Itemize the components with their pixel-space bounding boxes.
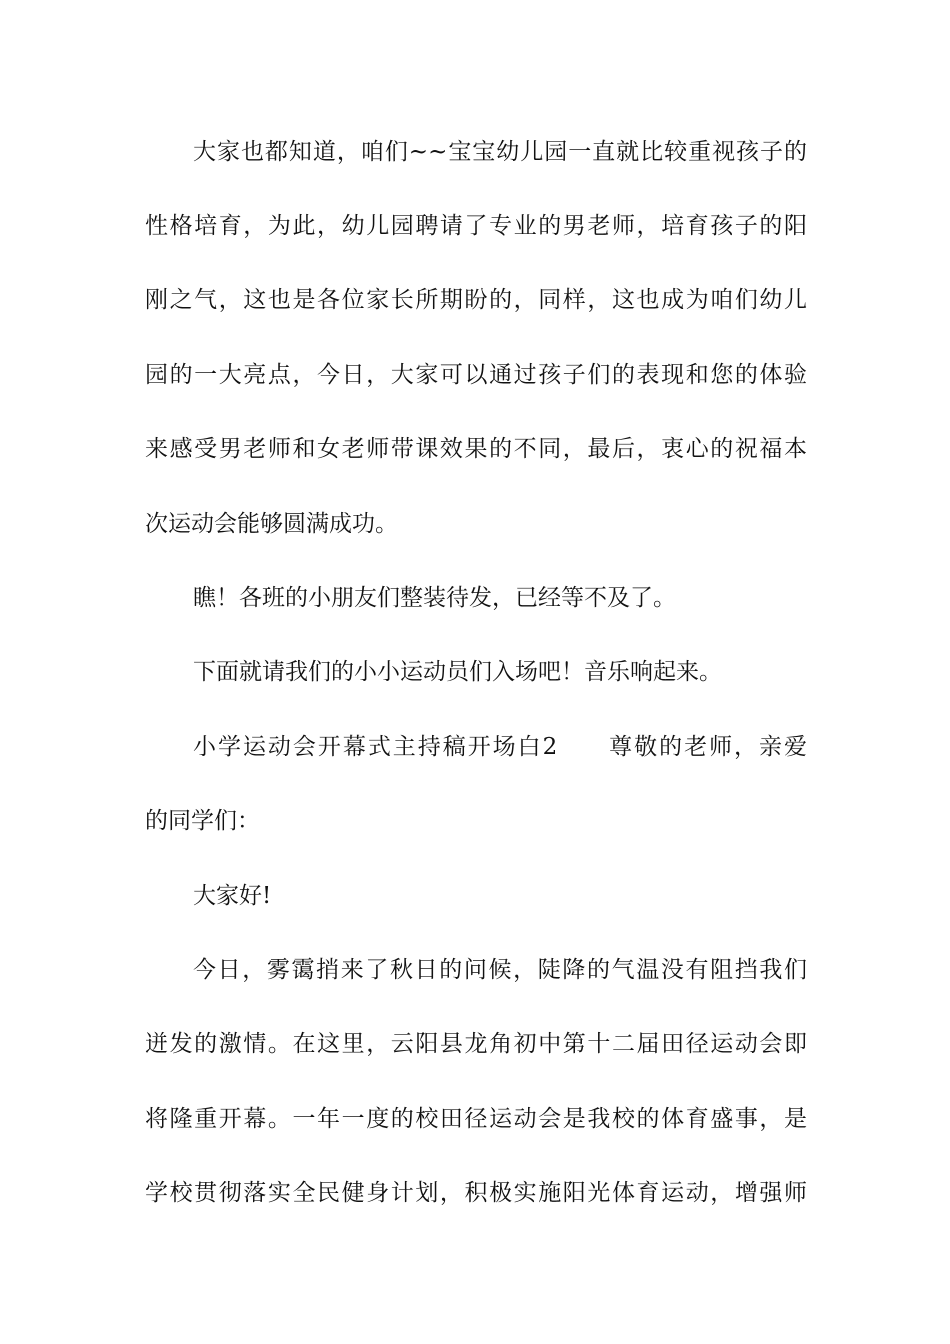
paragraph-line: 将隆重开幕。一年一度的校田径运动会是我校的体育盛事，是: [145, 1106, 807, 1132]
paragraph-line: 大家好!: [193, 883, 272, 909]
paragraph-line: 下面就请我们的小小运动员们入场吧！音乐响起来。: [193, 659, 722, 685]
paragraph-line: 大家也都知道，咱们~~宝宝幼儿园一直就比较重视孩子的: [193, 139, 807, 165]
paragraph-line: 学校贯彻落实全民健身计划，积极实施阳光体育运动，增强师: [145, 1180, 807, 1206]
paragraph-line: 今日，雾霭捎来了秋日的问候，陡降的气温没有阻挡我们: [193, 957, 807, 983]
paragraph-line: 迸发的激情。在这里，云阳县龙角初中第十二届田径运动会即: [145, 1031, 807, 1057]
paragraph-line: 的同学们：: [145, 808, 260, 834]
paragraph-line: 次运动会能够圆满成功。: [145, 511, 398, 537]
paragraph-line: 性格培育，为此，幼儿园聘请了专业的男老师，培育孩子的阳: [145, 213, 807, 239]
paragraph-line: 园的一大亮点，今日，大家可以通过孩子们的表现和您的体验: [145, 362, 807, 388]
paragraph-line: 来感受男老师和女老师带课效果的不同，最后，衷心的祝福本: [145, 436, 807, 462]
section-heading-line: 小学运动会开幕式主持稿开场白2 尊敬的老师，亲爱: [193, 734, 807, 760]
paragraph-line: 刚之气，这也是各位家长所期盼的，同样，这也成为咱们幼儿: [145, 287, 807, 313]
paragraph-line: 瞧！各班的小朋友们整装待发，已经等不及了。: [193, 585, 676, 611]
